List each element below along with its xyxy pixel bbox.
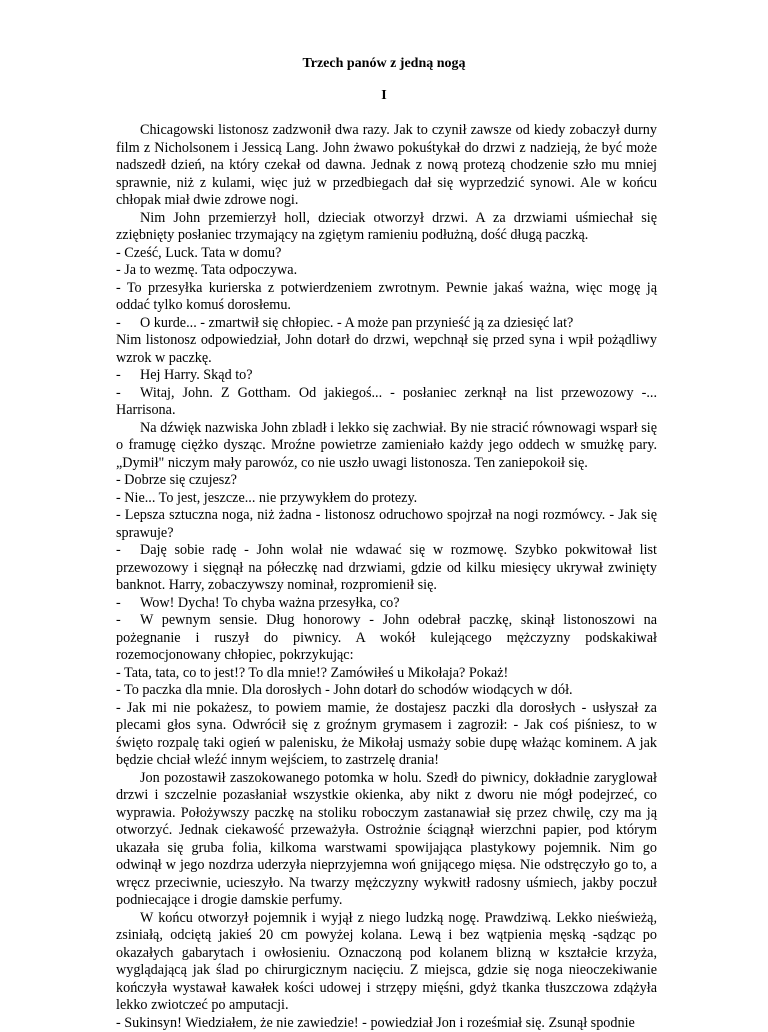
paragraph bbox=[116, 1015, 657, 1032]
paragraph bbox=[116, 472, 657, 490]
paragraph-text: - Ja to wezmę. Tata odpoczywa. bbox=[116, 262, 297, 278]
paragraph-text: Witaj, John. Z Gottham. Od jakiegoś... - posłaniec zerknął na list przewozowy -... Harrisona. bbox=[116, 385, 657, 419]
paragraph-text: Nim listonosz odpowiedział, John dotarł do drzwi, wepchnął się przed syna i wpił pożądliwy wzrok w paczkę. bbox=[116, 332, 657, 366]
paragraph-text: Jon pozostawił zaszokowanego potomka w holu. Szedł do piwnicy, dokładnie zaryglował drzwi i szczelnie pozasłaniał wszystkie okienka, aby nikt z dworu nie mógł podejrzeć, co wyprawia. Położywszy paczkę na stoliku roboczym zastanawiał się przez chwilę, czy ma ją otworzyć. Jednak ciekawość przeważyła. Ostrożnie ściągnął wierzchni papier, pod którym ukazała się gruba folia, kilkoma warstwami spowijająca plastykowy pojemnik. Nim go odwinął w jego nozdrza uderzyła nieprzyjemna woń gnijącego mięsa. Nie odstręczyło go to, a wręcz przeciwnie, ucieszyło. Na twarzy mężczyzny wykwitł radosny uśmiech, jakby poczuł podniecające i drogie damskie perfumy. bbox=[116, 770, 657, 909]
paragraph bbox=[116, 612, 657, 665]
dialogue-dash: - bbox=[116, 367, 140, 385]
paragraph-text: - Lepsza sztuczna noga, niż żadna - listonosz odruchowo spojrzał na nogi rozmówcy. - Jak się sprawuje? bbox=[116, 507, 657, 541]
paragraph bbox=[116, 682, 657, 700]
paragraph bbox=[116, 122, 657, 210]
paragraph bbox=[116, 367, 657, 385]
paragraph bbox=[116, 507, 657, 542]
paragraph-text: Nim John przemierzył holl, dzieciak otworzył drzwi. A za drzwiami uśmiechał się zziębnięty posłaniec trzymający na zgiętym ramieniu podłużną, dość długą paczką. bbox=[116, 210, 657, 244]
paragraph-text: - Nie... To jest, jeszcze... nie przywykłem do protezy. bbox=[116, 490, 417, 506]
paragraph-text: - Jak mi nie pokażesz, to powiem mamie, że dostajesz paczki dla dorosłych - usłyszał za plecami głos syna. Odwrócił się z groźnym grymasem i zagroził: - Jak coś piśniesz, to w święto rozpalę taki ogień w palenisku, że Mikołaj usmaży sobie dupę włażąc kominem. A jak będzie chciał wleźć innym wejściem, to zastrzelę drania! bbox=[116, 700, 657, 769]
paragraph bbox=[116, 315, 657, 333]
paragraph-text: - Dobrze się czujesz? bbox=[116, 472, 237, 488]
paragraph-text: - To paczka dla mnie. Dla dorosłych - John dotarł do schodów wiodących w dół. bbox=[116, 682, 573, 698]
dialogue-dash: - bbox=[116, 542, 140, 560]
paragraph bbox=[116, 420, 657, 473]
paragraph-text: Na dźwięk nazwiska John zbladł i lekko się zachwiał. By nie stracić równowagi wsparł się o framugę ciężko dysząc. Mroźne powietrze zamieniało każdy jego oddech w smużkę pary. „Dymił" niczym mały parowóz, co nie uszło uwagi listonosza. Ten zaniepokoił się. bbox=[116, 420, 657, 471]
paragraph-text: - Tata, tata, co to jest!? To dla mnie!? Zamówiłeś u Mikołaja? Pokaż! bbox=[116, 665, 508, 681]
paragraph bbox=[116, 245, 657, 263]
paragraph-text: - Cześć, Luck. Tata w domu? bbox=[116, 245, 281, 261]
dialogue-dash: - bbox=[116, 595, 140, 613]
paragraph bbox=[116, 332, 657, 367]
paragraph-text: O kurde... - zmartwił się chłopiec. - A może pan przynieść ją za dziesięć lat? bbox=[140, 315, 573, 331]
paragraph bbox=[116, 210, 657, 245]
paragraph-text: Daję sobie radę - John wolał nie wdawać się w rozmowę. Szybko pokwitował list przewozowy i sięgnął na półeczkę nad drzwiami, gdzie od kilku miesięcy ukrywał zwinięty banknot. Harry, zobaczywszy nominał, rozpromienił się. bbox=[116, 542, 657, 593]
paragraph bbox=[116, 280, 657, 315]
paragraph-text: - To przesyłka kurierska z potwierdzeniem zwrotnym. Pewnie jakaś ważna, więc mogę ją oddać tylko komuś dorosłemu. bbox=[116, 280, 657, 314]
paragraph bbox=[116, 910, 657, 1015]
dialogue-dash: - bbox=[116, 612, 140, 630]
document-body bbox=[116, 122, 657, 1032]
paragraph-text: Wow! Dycha! To chyba ważna przesyłka, co? bbox=[140, 595, 400, 611]
paragraph-text: W pewnym sensie. Dług honorowy - John odebrał paczkę, skinął listonoszowi na pożegnanie i ruszył do piwnicy. A wokół kulejącego mężczyzny podskakiwał rozemocjonowany chłopiec, pokrzykując: bbox=[116, 612, 657, 663]
paragraph-text: W końcu otworzył pojemnik i wyjął z niego ludzką nogę. Prawdziwą. Lekko nieświeżą, zsiniałą, odciętą jakieś 20 cm powyżej kolana. Lewą i bez wątpienia męską -sądząc po okazałych gabarytach i owłosieniu. Oznaczoną pod kolanem blizną w kształcie krzyża, wyglądającą jak ślad po chirurgicznym nacięciu. Z miejsca, gdzie się noga nieoczekiwanie kończyła wystawał kawałek kości udowej i strzępy mięśni, gdyż tkanka tłuszczowa zdążyła lekko zwiotczeć po amputacji. bbox=[116, 910, 657, 1014]
chapter-heading: I bbox=[0, 88, 768, 104]
paragraph bbox=[116, 595, 657, 613]
paragraph bbox=[116, 490, 657, 508]
paragraph-text: Chicagowski listonosz zadzwonił dwa razy. Jak to czynił zawsze od kiedy zobaczył durny film z Nicholsonem i Jessicą Lang. John żwawo pokuśtykał do drzwi z nadzieją, że być może nadszedł dzień, na który czekał od dawna. Jednak z nową protezą chodzenie szło mu mniej sprawnie, niż z kulami, więc już w przedbiegach dał się wyprzedzić synowi. Ale w końcu chłopak miał dwie zdrowe nogi. bbox=[116, 122, 657, 208]
paragraph bbox=[116, 770, 657, 910]
paragraph-text: - Sukinsyn! Wiedziałem, że nie zawiedzie! - powiedział Jon i roześmiał się. Zsunął spodnie bbox=[116, 1015, 635, 1031]
dialogue-dash: - bbox=[116, 385, 140, 403]
paragraph bbox=[116, 385, 657, 420]
paragraph bbox=[116, 542, 657, 595]
dialogue-dash: - bbox=[116, 315, 140, 333]
document-title: Trzech panów z jedną nogą bbox=[0, 56, 768, 72]
paragraph-text: Hej Harry. Skąd to? bbox=[140, 367, 253, 383]
paragraph bbox=[116, 700, 657, 770]
paragraph bbox=[116, 262, 657, 280]
paragraph bbox=[116, 665, 657, 683]
